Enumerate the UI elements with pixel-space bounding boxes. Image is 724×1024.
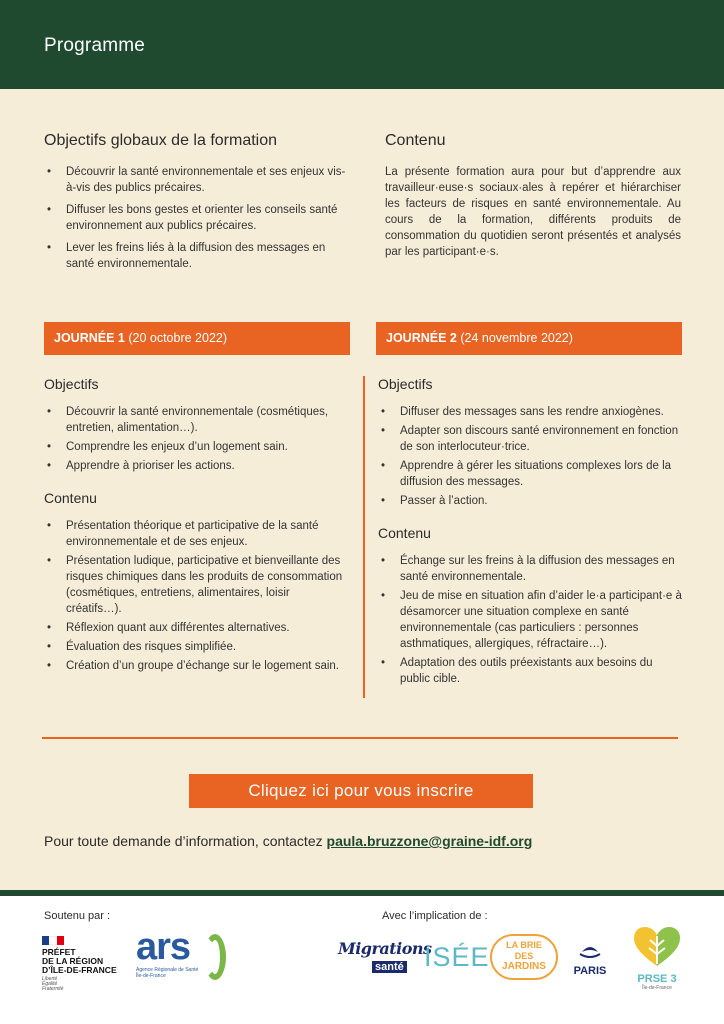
ars-logo: [136, 928, 228, 988]
day2-bar: [376, 322, 682, 355]
labrie-line3: JARDINS: [502, 961, 546, 972]
list-item: • Découvrir la santé environnementale (cosmétiques, entretien, alimentation…).: [44, 404, 344, 436]
list-item: • Découvrir la santé environnementale et ses enjeux vis-à-vis des publics précaires.: [44, 164, 349, 196]
list-item: • Réflexion quant aux différentes alternatives.: [44, 620, 344, 636]
day1-date: (20 octobre 2022): [128, 331, 228, 345]
day1-bar: [44, 322, 350, 355]
column-divider: [363, 376, 365, 698]
prse-wordmark: [630, 973, 684, 985]
day1-objectives-list: [44, 404, 344, 477]
contact-line: [44, 833, 532, 849]
list-item: • Diffuser des messages sans les rendre anxiogènes.: [378, 404, 684, 420]
list-item: • Lever les freins liés à la diffusion des messages en santé environnementale.: [44, 240, 349, 272]
day2-objectives-title: Objectifs: [378, 376, 433, 392]
list-item: • Jeu de mise en situation afin d’aider le·a participant·e à désamorcer une situation complexe en santé environnementale (cas particuliers : personnes asthmatiques, allergiques, réfractaire…).: [378, 588, 684, 652]
migrations-sante-logo: [338, 939, 432, 978]
day1-objectives-title: Objectifs: [44, 376, 99, 392]
migrations-top: Migrations: [338, 939, 432, 958]
prse-text: PRSE: [637, 973, 668, 985]
list-item: • Échange sur les freins à la diffusion des messages en santé environnementale.: [378, 553, 684, 585]
objectives-title: Objectifs globaux de la formation: [44, 132, 278, 149]
day1-content-list: [44, 518, 344, 677]
prefet-text: PRÉFET DE LA RÉGION D’ÎLE-DE-FRANCE: [42, 947, 117, 975]
migrations-bottom: santé: [372, 961, 407, 973]
day2-content-list: [378, 553, 684, 690]
list-item: • Présentation théorique et participative de la santé environnementale et de ses enjeux.: [44, 518, 344, 550]
section-divider: [42, 737, 678, 739]
la-brie-des-jardins-logo: [490, 934, 558, 980]
content-paragraph: La présente formation aura pour but d’apprendre aux travailleur·euse·s sociaux·ales à repérer et hiérarchiser les facteurs de risques en santé environnementale. Au cours de la formation, différents produits de consommation du quotidien seront présentés et analysés par les participant·e·s.: [385, 166, 681, 258]
french-flag-icon: [42, 936, 64, 945]
prse3-logo: [630, 926, 684, 994]
paris-logo: [568, 940, 612, 980]
list-item: • Passer à l’action.: [378, 493, 684, 509]
register-button[interactable]: Cliquez ici pour vous inscrire: [189, 774, 533, 808]
footer: [0, 896, 724, 1024]
involvement-label: Avec l’implication de :: [382, 910, 488, 922]
day1-content-title: Contenu: [44, 490, 97, 506]
labrie-line1: LA BRIE: [506, 940, 542, 950]
objectives-list: [44, 164, 349, 278]
list-item: • Diffuser les bons gestes et orienter les conseils santé environnement aux publics précaires.: [44, 202, 349, 234]
header-bar: [0, 0, 724, 89]
day2-date: (24 novembre 2022): [460, 331, 573, 345]
list-item: • Apprendre à gérer les situations complexes lors de la diffusion des messages.: [378, 458, 684, 490]
paris-text: PARIS: [573, 965, 607, 977]
contact-text: Pour toute demande d’information, contactez: [44, 833, 327, 849]
contact-email-link[interactable]: paula.bruzzone@graine-idf.org: [326, 833, 533, 849]
prse-subtitle: Île-de-France: [642, 985, 672, 991]
ars-swoosh-icon: [204, 934, 226, 980]
day1-label: JOURNÉE 1: [54, 331, 125, 345]
prse-number: 3: [670, 973, 677, 985]
ars-region: Île-de-France: [136, 973, 166, 979]
list-item: • Présentation ludique, participative et bienveillante des risques chimiques dans les produits de consommation (cosmétiques, entretiens, alimentaires, loisir créatifs…).: [44, 553, 344, 617]
list-item: • Création d’un groupe d’échange sur le logement sain.: [44, 658, 344, 674]
list-item: • Apprendre à prioriser les actions.: [44, 458, 344, 474]
list-item: • Adaptation des outils préexistants aux besoins du public cible.: [378, 655, 684, 687]
labrie-line2: DES: [514, 951, 534, 961]
paris-ship-icon: [578, 940, 602, 960]
page-title: Programme: [44, 35, 146, 56]
day2-label: JOURNÉE 2: [386, 331, 457, 345]
prse-heart-icon: [632, 926, 682, 968]
day2-content-title: Contenu: [378, 525, 431, 541]
list-item: • Comprendre les enjeux d’un logement sain.: [44, 439, 344, 455]
isee-logo: ISÉE: [424, 942, 490, 972]
list-item: • Évaluation des risques simplifiée.: [44, 639, 344, 655]
prefet-motto: Liberté Égalité Fraternité: [42, 976, 64, 992]
ars-wordmark: ars: [136, 926, 191, 968]
content-title: Contenu: [385, 132, 446, 149]
supported-by-label: Soutenu par :: [44, 910, 111, 922]
list-item: • Adapter son discours santé environnement en fonction de son interlocuteur·trice.: [378, 423, 684, 455]
prefet-logo: [42, 936, 128, 992]
day2-objectives-list: [378, 404, 684, 512]
ars-subtitle: Agence Régionale de Santé: [136, 967, 199, 973]
